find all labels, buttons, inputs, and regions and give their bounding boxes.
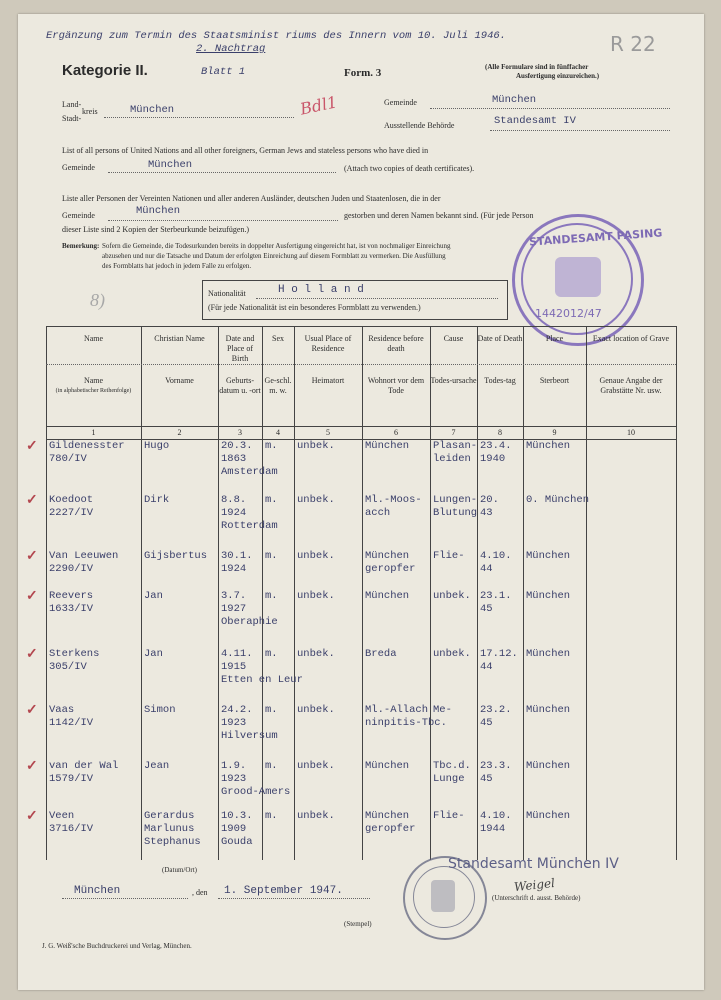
table-cell-home: unbek. xyxy=(297,810,335,822)
column-header-en: Date of Death xyxy=(477,334,523,343)
table-cell-birth: 10.3. 1909 Gouda xyxy=(221,810,253,848)
column-header-en: Sex xyxy=(272,334,284,343)
table-cell-home: unbek. xyxy=(297,704,335,716)
coat-of-arms-icon xyxy=(555,257,601,297)
table-cell-name: Vaas 1142/IV xyxy=(49,704,94,729)
stempel-label: (Stempel) xyxy=(344,920,372,928)
form-number: Form. 3 xyxy=(344,67,382,79)
table-cell-res: München xyxy=(365,440,410,452)
table-column-rule xyxy=(676,326,677,860)
column-header-en: Cause xyxy=(443,334,464,343)
column-header-de: Name xyxy=(83,376,104,385)
sheet-number: Blatt 1 xyxy=(201,66,246,78)
table-cell-sex: m. xyxy=(265,550,278,562)
table-cell-name: Gildenesster 780/IV xyxy=(49,440,125,465)
signature: Weigel xyxy=(513,875,556,895)
column-header-de: Sterbeort xyxy=(539,376,570,385)
column-number: 10 xyxy=(627,428,635,437)
gemeinde-value: München xyxy=(492,94,537,106)
table-cell-res: München xyxy=(365,760,410,772)
category-title: Kategorie II. xyxy=(62,62,148,79)
red-check-mark-icon: ✓ xyxy=(26,703,38,718)
column-header-de: Geburts-datum u. -ort xyxy=(219,376,261,395)
table-cell-first: Simon xyxy=(144,704,176,716)
red-check-mark-icon: ✓ xyxy=(26,759,38,774)
table-cell-name: van der Wal 1579/IV xyxy=(49,760,119,785)
intro-de-gemeinde-value: München xyxy=(136,205,181,217)
table-cell-home: unbek. xyxy=(297,648,335,660)
table-cell-date: 23.2. 45 xyxy=(480,704,512,729)
table-cell-sex: m. xyxy=(265,590,278,602)
table-cell-place: München xyxy=(526,704,571,716)
column-header-en: Name xyxy=(83,334,104,343)
column-header-en: Place xyxy=(545,334,564,343)
table-cell-home: unbek. xyxy=(297,440,335,452)
red-check-mark-icon: ✓ xyxy=(26,809,38,824)
table-cell-sex: m. xyxy=(265,760,278,772)
column-header-en: Exact location of Grave xyxy=(592,334,670,343)
table-cell-birth: 24.2. 1923 Hilversum xyxy=(221,704,278,742)
table-cell-first: Jean xyxy=(144,760,170,772)
margin-mark: 8) xyxy=(90,290,105,310)
office-stamp-text: Standesamt München IV xyxy=(448,856,619,872)
remark-line-2: abzusehen und nur die Tatsache und Datum der erfolgten Einreichung auf diesem Formblatt zu vermerken. Die Ausfüllung xyxy=(102,252,446,260)
den-label: , den xyxy=(192,888,208,897)
behoerde-label: Ausstellende Behörde xyxy=(384,121,455,130)
table-column-rule xyxy=(362,326,363,860)
column-number: 8 xyxy=(498,428,502,437)
signature-note: (Unterschrift d. ausst. Behörde) xyxy=(492,894,581,902)
table-cell-birth: 20.3. 1863 Amsterdam xyxy=(221,440,278,478)
nationality-value: H o l l a n d xyxy=(278,284,364,296)
column-header-de: Vorname xyxy=(165,376,194,385)
column-header-de: Ge-schl. m. w. xyxy=(264,376,292,395)
munich-coat-of-arms-icon xyxy=(431,880,455,912)
supplement-line: Ergänzung zum Termin des Staatsminist riums des Innern vom 10. Juli 1946. xyxy=(46,30,506,42)
table-cell-cause: Flie- xyxy=(433,550,465,562)
pasing-stamp-text: STANDESAMT PASING xyxy=(528,226,663,249)
table-cell-birth: 4.11. 1915 Etten en Leur xyxy=(221,648,303,686)
intro-en-attach: (Attach two copies of death certificates). xyxy=(344,164,475,173)
table-cell-date: 23.3. 45 xyxy=(480,760,512,785)
table-cell-home: unbek. xyxy=(297,760,335,772)
column-number: 1 xyxy=(91,428,96,437)
table-cell-res: Ml.-Moos- acch xyxy=(365,494,422,519)
table-cell-name: Van Leeuwen 2290/IV xyxy=(49,550,119,575)
column-header-en: Christian Name xyxy=(154,334,205,343)
form-note-2: Ausfertigung einzureichen.) xyxy=(516,72,600,80)
gemeinde-label: Gemeinde xyxy=(384,98,417,107)
table-cell-first: Jan xyxy=(144,648,163,660)
column-number: 2 xyxy=(177,428,182,437)
form-note: (Alle Formulare sind in fünffacher xyxy=(485,63,589,71)
table-cell-cause: Flie- xyxy=(433,810,465,822)
table-cell-cause: Tbc.d. Lunge xyxy=(433,760,471,785)
pasing-stamp-number: 1442012/47 xyxy=(535,307,602,320)
table-cell-place: München xyxy=(526,550,571,562)
footer-date: 1. September 1947. xyxy=(224,885,343,897)
table-cell-place: München xyxy=(526,810,571,822)
intro-en-gemeinde-label: Gemeinde xyxy=(62,163,95,172)
table-cell-birth: 3.7. 1927 Oberaphie xyxy=(221,590,278,628)
column-header-en: Date and Place of Birth xyxy=(225,334,255,363)
printer-imprint: J. G. Weiß'sche Buchdruckerei und Verlag, München. xyxy=(42,942,192,950)
kreis-label: kreis xyxy=(82,107,98,116)
table-cell-first: Hugo xyxy=(144,440,170,452)
column-header-de: Todes-tag xyxy=(484,376,516,385)
table-cell-sex: m. xyxy=(265,440,278,452)
remark-label: Bemerkung: xyxy=(62,242,100,250)
remark-line-1: Sofern die Gemeinde, die Todesurkunden bereits in doppelter Ausfertigung eingereicht hat, ist von nochmaliger Einreichung xyxy=(102,242,451,250)
column-header-de: Todes-ursache xyxy=(430,376,477,385)
table-cell-sex: m. xyxy=(265,648,278,660)
table-column-rule xyxy=(46,326,47,860)
table-cell-place: München xyxy=(526,648,571,660)
intro-en-line: List of all persons of United Nations and all other foreigners, German Jews and stateless persons who have died in xyxy=(62,146,429,155)
nationality-label: Nationalität xyxy=(208,289,246,298)
table-cell-cause: Me- xyxy=(433,704,452,716)
table-cell-date: 23.1. 45 xyxy=(480,590,512,615)
table-cell-cause: unbek. xyxy=(433,648,471,660)
document-page xyxy=(18,14,704,990)
table-cell-home: unbek. xyxy=(297,494,335,506)
intro-de-line-2: gestorben und deren Namen bekannt sind. (Für jede Person xyxy=(344,211,534,220)
column-header-de: Genaue Angabe der Grabstätte Nr. usw. xyxy=(599,376,663,395)
red-handwritten-mark: Bdl1 xyxy=(298,92,339,119)
column-header-en: Residence before death xyxy=(368,334,424,353)
stadt-label: Stadt- xyxy=(62,114,82,123)
table-cell-res: Breda xyxy=(365,648,397,660)
table-column-rule xyxy=(430,326,431,860)
column-number: 7 xyxy=(451,428,456,437)
table-column-rule xyxy=(218,326,219,860)
table-cell-date: 17.12. 44 xyxy=(480,648,518,673)
table-cell-cause: Lungen- Blutung xyxy=(433,494,478,519)
table-column-rule xyxy=(523,326,524,860)
column-number: 6 xyxy=(394,428,398,437)
table-cell-first: Dirk xyxy=(144,494,170,506)
table-cell-res: München geropfer xyxy=(365,810,416,835)
landkreis-label: Land- xyxy=(62,100,82,109)
table-cell-sex: m. xyxy=(265,704,278,716)
column-header-de: Heimatort xyxy=(311,376,345,385)
table-cell-place: 0. München xyxy=(526,494,590,506)
column-header-en: Usual Place of Residence xyxy=(304,334,352,353)
table-cell-name: Reevers 1633/IV xyxy=(49,590,94,615)
table-column-rule xyxy=(141,326,142,860)
red-check-mark-icon: ✓ xyxy=(26,439,38,454)
red-check-mark-icon: ✓ xyxy=(26,493,38,508)
table-cell-date: 4.10. 1944 xyxy=(480,810,512,835)
table-cell-birth: 1.9. 1923 Grood-Amers xyxy=(221,760,291,798)
table-cell-birth: 8.8. 1924 Rotterdam xyxy=(221,494,278,532)
intro-de-line-3: dieser Liste sind 2 Kopien der Sterbeurkunde beizufügen.) xyxy=(62,225,250,234)
intro-de-gemeinde-label: Gemeinde xyxy=(62,211,95,220)
table-cell-date: 23.4. 1940 xyxy=(480,440,512,465)
red-check-mark-icon: ✓ xyxy=(26,589,38,604)
footer-place: München xyxy=(74,885,121,897)
table-cell-home: unbek. xyxy=(297,590,335,602)
table-cell-place: München xyxy=(526,760,571,772)
remark-line-3: des Formblatts hat jedoch in jedem Falle zu erfolgen. xyxy=(102,262,252,270)
table-cell-res: München xyxy=(365,590,410,602)
table-column-rule xyxy=(586,326,587,860)
table-cell-first: Jan xyxy=(144,590,163,602)
table-cell-first: Gijsbertus xyxy=(144,550,208,562)
landkreis-value: München xyxy=(130,104,175,116)
column-number: 3 xyxy=(238,428,242,437)
table-cell-cause: Plasan- leiden xyxy=(433,440,478,465)
table-cell-name: Koedoot 2227/IV xyxy=(49,494,94,519)
table-cell-sex: m. xyxy=(265,810,278,822)
table-column-rule xyxy=(294,326,295,860)
table-cell-place: München xyxy=(526,590,571,602)
table-cell-name: Sterkens 305/IV xyxy=(49,648,100,673)
column-header-de-sub: (in alphabetischer Reihenfolge) xyxy=(55,388,132,394)
column-number: 5 xyxy=(326,428,330,437)
table-cell-birth: 30.1. 1924 xyxy=(221,550,253,575)
red-check-mark-icon: ✓ xyxy=(26,647,38,662)
intro-de-line: Liste aller Personen der Vereinten Nationen und aller anderen Ausländer, deutschen Juden und Staatenlosen, die in der xyxy=(62,194,441,203)
corner-ref: R 22 xyxy=(610,32,656,56)
table-column-rule xyxy=(477,326,478,860)
table-cell-cause: unbek. xyxy=(433,590,471,602)
table-cell-home: unbek. xyxy=(297,550,335,562)
table-cell-sex: m. xyxy=(265,494,278,506)
supplement-number: 2. Nachtrag xyxy=(196,43,266,55)
red-check-mark-icon: ✓ xyxy=(26,549,38,564)
table-cell-first: Gerardus Marlunus Stephanus xyxy=(144,810,201,848)
column-number: 9 xyxy=(552,428,557,437)
column-number: 4 xyxy=(276,428,280,437)
nationality-note: (Für jede Nationalität ist ein besonderes Formblatt zu verwenden.) xyxy=(208,303,421,312)
intro-en-gemeinde-value: München xyxy=(148,159,193,171)
behoerde-value: Standesamt IV xyxy=(494,115,576,127)
column-header-de: Wohnort vor dem Tode xyxy=(367,376,425,395)
table-cell-res: München geropfer xyxy=(365,550,416,575)
table-cell-name: Veen 3716/IV xyxy=(49,810,94,835)
table-cell-date: 20. 43 xyxy=(480,494,499,519)
table-cell-place: München xyxy=(526,440,571,452)
date-place-label: (Datum/Ort) xyxy=(162,866,197,874)
table-cell-date: 4.10. 44 xyxy=(480,550,512,575)
table-cell-res: Ml.-Allach ninpitis-Tbc. xyxy=(365,704,447,729)
